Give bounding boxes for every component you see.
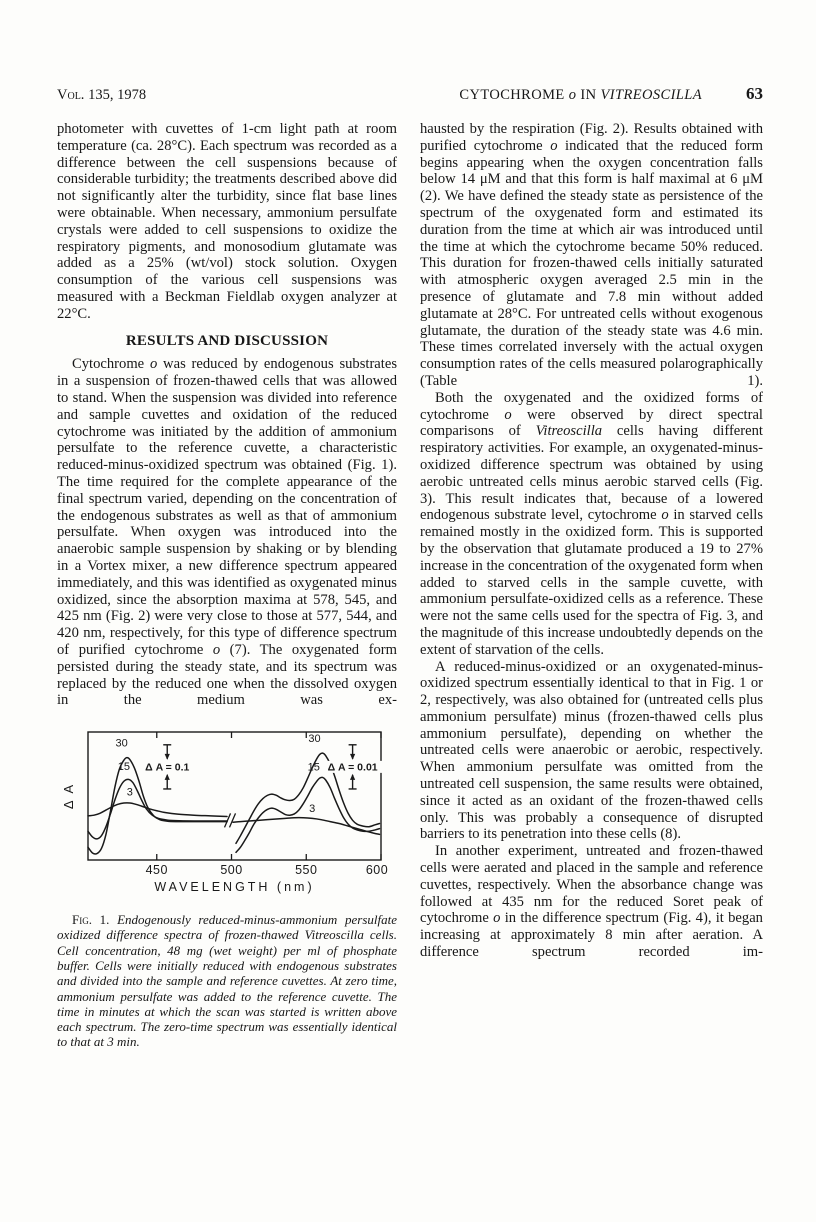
svg-text:15: 15: [117, 760, 131, 773]
svg-text:Δ A: Δ A: [61, 782, 76, 810]
svg-text:WAVELENGTH (nm): WAVELENGTH (nm): [154, 880, 315, 895]
paragraph-oxygenated-oxidized: Both the oxygenated and the oxidized forms of cytochrome o were observed by direct spectral comparisons of Vitreoscilla cells having different respiratory activities. For example, an oxygenated-minus-oxidized difference spectrum was obtained by using aerobic untreated cells minus aerobic starved cells (Fig. 3). This result indicates that, because of a lowered endogenous substrate level, cytochrome o in starved cells remained mostly in the oxidized form. This is supported by the observation that glutamate produced a 19 to 27% increase in the concentration of the oxygenated form when added to starved cells in the sample cuvette, with ammonium persulfate-oxidized cells as a reference. These were not the same cells used for the spectra of Fig. 3, and the magnitude of this increase undoubtedly depends on the extent of starvation of the cells.: [420, 389, 763, 658]
svg-text:500: 500: [220, 863, 243, 878]
svg-text:3: 3: [309, 803, 316, 816]
left-column: [57, 121, 397, 1050]
svg-text:Δ A = 0.01: Δ A = 0.01: [327, 761, 378, 774]
section-heading: RESULTS AND DISCUSSION: [125, 332, 329, 349]
svg-text:Δ A = 0.1: Δ A = 0.1: [145, 761, 190, 774]
figure-1-caption: Fig. 1. Endogenously reduced-minus-ammonium persulfate oxidized difference spectra of frozen-thawed Vitreoscilla cells. Cell concentration, 48 mg (wet weight) per ml of phosphate buffer. Cells were initially reduced with endogenous substrates and divided into the sample and reference cuvettes. At zero time, ammonium persulfate was added to the reference cuvette. The time in minutes at which the scan was started is written above each spectrum. The zero-time spectrum was essentially identical to that at 3 min.: [57, 912, 397, 1050]
right-column: [420, 121, 763, 1050]
figure-1-chart: [57, 726, 397, 896]
svg-text:30: 30: [115, 737, 128, 750]
page-number: 63: [746, 84, 763, 103]
paragraph-steady-state: hausted by the respiration (Fig. 2). Results obtained with purified cytochrome o indicated that the reduced form begins appearing when the oxygen concentration falls below 14 μM and that this form is half maximal at 6 μM (2). We have defined the steady state as persistence of the spectrum of the oxygenated form and estimated its duration from the time at which air was introduced until the time at which the cytochrome became 50% reduced. This duration for frozen-thawed cells initially saturated with atmospheric oxygen averaged 2.5 min in the presence of glutamate and 7.8 min without added glutamate at 28°C. For untreated cells without exogenous glutamate, the duration of the steady state was 4.6 min. These times correlated inversely with the actual oxygen consumption rates of the cells measured polarographically (Table 1).: [420, 121, 763, 389]
svg-text:15: 15: [307, 761, 320, 774]
paragraph-methods: photometer with cuvettes of 1-cm light path at room temperature (ca. 28°C). Each spectrum was recorded as a difference between the cell suspensions because of considerable turbidity; the treatments described above did not significantly alter the turbidity, since flat base lines were obtainable. When necessary, ammonium persulfate crystals were added to cell suspensions to oxidize the respiratory pigments, and monosodium glutamate was added as a 25% (wt/vol) stock solution. Oxygen consumption of the various cell suspensions was measured with a Beckman Fieldlab oxygen analyzer at 22°C.: [57, 121, 397, 322]
paragraph-identical-spectra: A reduced-minus-oxidized or an oxygenated-minus-oxidized spectrum essentially identical to that in Fig. 1 or 2, respectively, was also obtained for (untreated cells plus ammonium persulfate) minus (frozen-thawed cells plus ammonium persulfate), depending on whether the untreated cells were anaerobic or aerobic, respectively. When ammonium persulfate was omitted from the untreated cell suspension, the same results were obtained, since it acted as an oxidant of the frozen-thawed cells only. This was probably a consequence of disrupted barriers to its penetration into these cells (8).: [420, 658, 763, 843]
running-title: CYTOCHROME o IN VITREOSCILLA: [459, 87, 702, 103]
paragraph-aeration-experiment: In another experiment, untreated and frozen-thawed cells were aerated and placed in the sample and reference cuvettes, respectively. When the absorbance change was followed at 435 nm for the reduced Soret peak of cytochrome o in the difference spectrum (Fig. 4), it began increasing at approximately 8 min after aeration. A difference spectrum recorded im-: [420, 843, 763, 961]
svg-text:3: 3: [126, 786, 133, 799]
svg-text:550: 550: [295, 863, 318, 878]
volume-issue: Vol. 135, 1978: [57, 87, 147, 103]
svg-text:600: 600: [365, 863, 389, 878]
two-column-body: [57, 121, 763, 1050]
paragraph-results-1: Cytochrome o was reduced by endogenous substrates in a suspension of frozen-thawed cells that was allowed to stand. When the suspension was divided into reference and sample cuvettes and oxidation of the reduced cytochrome was initiated by the addition of ammonium persulfate to the reference cuvette, a characteristic reduced-minus-oxidized spectrum was obtained (Fig. 1). The time required for the complete appearance of the final spectrum varied, depending on the concentration of the endogenous substrates as well as that of ammonium persulfate. When oxygen was introduced into the anaerobic sample suspension by shaking or by blending in a Vortex mixer, a new difference spectrum appeared immediately, and this was identified as oxygenated minus oxidized, since the absorption maxima at 578, 545, and 425 nm (Fig. 2) were very close to those at 577, 544, and 420 nm, respectively, for this type of difference spectrum of purified cytochrome o (7). The oxygenated form persisted during the steady state, and its spectrum was replaced by the reduced one when the dissolved oxygen in the medium was ex-: [57, 356, 398, 709]
figure-1: [57, 726, 397, 1050]
page-header: [57, 84, 763, 104]
svg-text:30: 30: [308, 733, 321, 746]
svg-text:450: 450: [145, 863, 168, 878]
